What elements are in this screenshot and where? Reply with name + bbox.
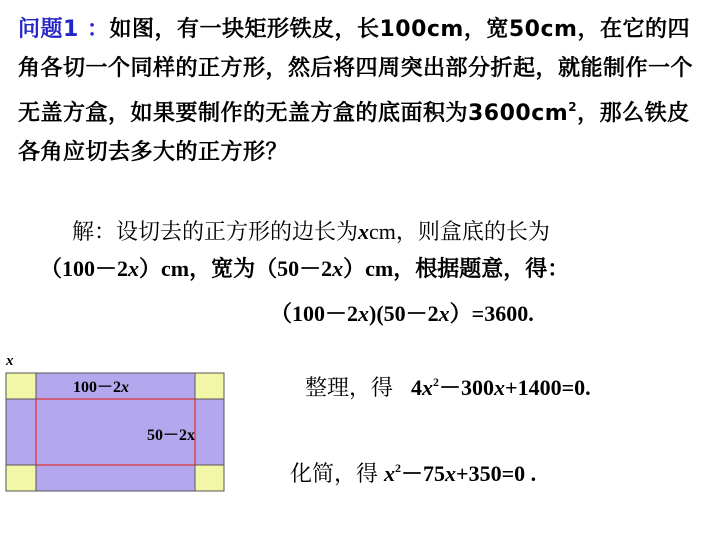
equation-text-c: ）=3600. (449, 301, 534, 326)
step-1-text-a: 4 (411, 375, 423, 400)
step-1-var-1: x (422, 375, 434, 400)
solution-line-2 (40, 251, 569, 287)
problem-label: 问题1 ： (18, 17, 110, 42)
length-label-text: 100－2 (73, 379, 122, 396)
equation-var-2: x (438, 301, 450, 326)
step-1-exponent: 2 (433, 375, 440, 389)
solution-line-2-text-a: （100－2 (40, 256, 129, 281)
x-label: x (6, 353, 14, 369)
corner-square-bottom-right (195, 465, 224, 491)
step-2-text-b: －75 (401, 461, 446, 486)
equation-text-a: （100－2 (270, 301, 359, 326)
step-1-text-c: +1400=0. (505, 375, 591, 400)
step-1-label: 整理，得 (305, 375, 394, 400)
problem-statement (18, 10, 708, 172)
corner-square-top-left (6, 373, 36, 399)
solution-line-1-var: x (358, 219, 370, 244)
equation-text-b: )(50－2 (369, 301, 439, 326)
corner-square-top-right (195, 373, 224, 399)
step-2-text-c: +350=0 . (456, 461, 537, 486)
solution-line-2-text-c: ）cm，根据题意，得： (343, 256, 570, 281)
step-1-var-2: x (494, 375, 506, 400)
equation-var-1: x (358, 301, 370, 326)
solution-line-2-var-1: x (128, 256, 140, 281)
solution-line-2-var-2: x (332, 256, 344, 281)
solution-line-1 (72, 214, 550, 250)
step-2-var-2: x (445, 461, 457, 486)
step-1 (305, 364, 591, 406)
step-2 (290, 450, 536, 492)
sheet-diagram (0, 350, 240, 500)
problem-text-1: 如图，有一块矩形铁皮，长100cm，宽50cm，在它的四角各切一个同样的正方形，然后将四周突出部分折起，就能制作一个无盖方盒，如果要制作的无盖方盒的底面积为3600cm (18, 17, 694, 126)
step-2-label: 化简，得 (290, 461, 379, 486)
width-label: 50－2x (147, 427, 196, 444)
length-label-var: x (121, 379, 130, 396)
problem-unit-exponent: 2 (568, 100, 578, 114)
solution-line-1-text-b: cm，则盒底的长为 (369, 219, 550, 244)
step-2-var-1: x (384, 461, 396, 486)
solution-line-1-text-a: 解：设切去的正方形的边长为 (72, 219, 359, 244)
equation (270, 296, 534, 332)
solution-line-2-text-b: ）cm，宽为（50－2 (139, 256, 333, 281)
problem-text-2: ，那么铁皮各角应切去多大的正方形？ (18, 101, 690, 165)
step-2-exponent: 2 (395, 461, 402, 475)
corner-square-bottom-left (6, 465, 36, 491)
step-1-text-b: －300 (439, 375, 495, 400)
length-label (73, 379, 129, 396)
